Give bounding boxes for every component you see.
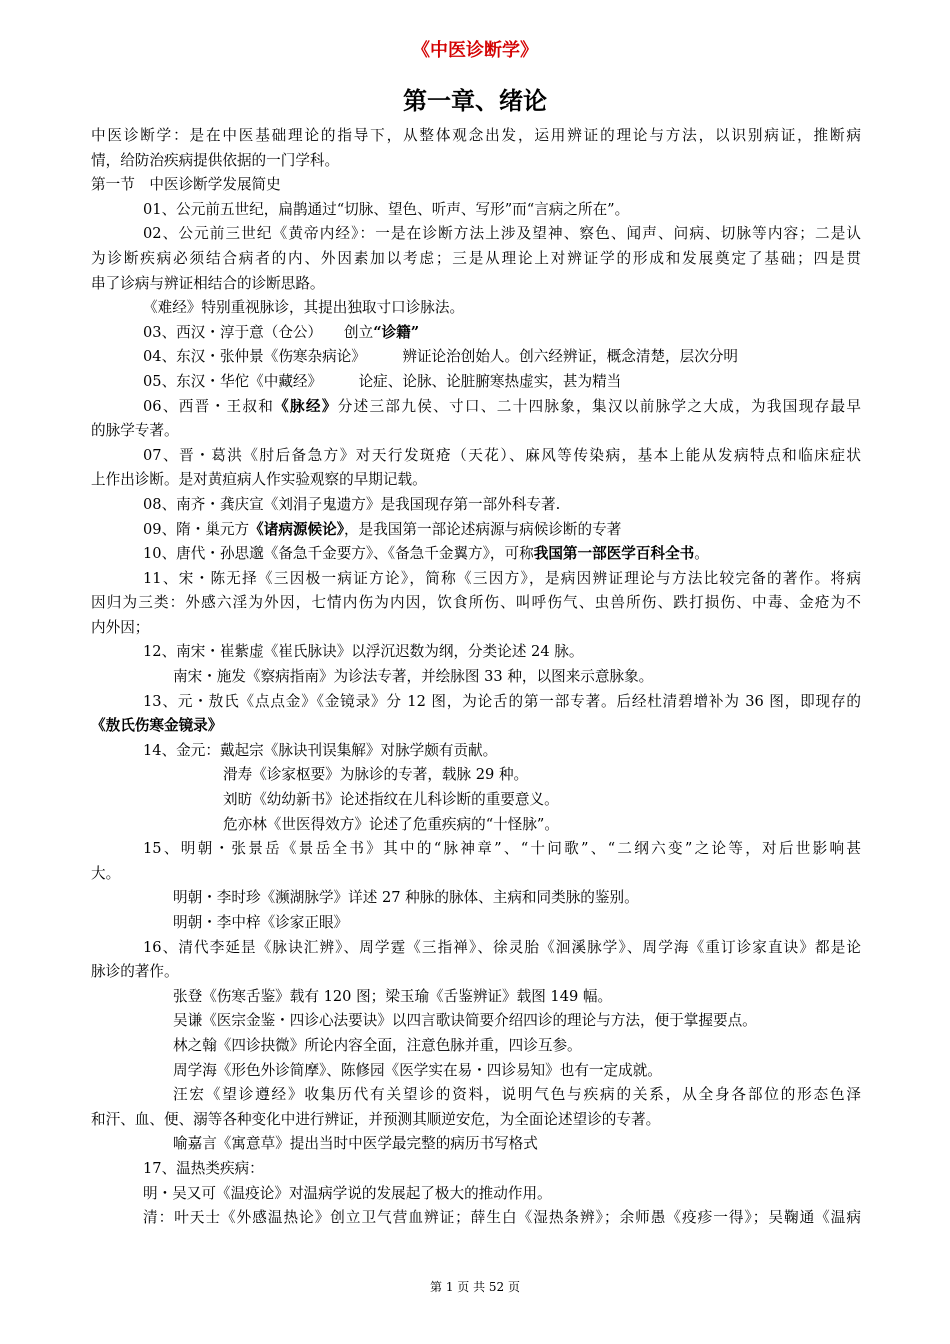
text-line xyxy=(91,518,861,543)
text-segment: 12、南宋・崔紫虚《崔氏脉诀》以浮沉迟数为纲，分类论述 24 脉。 xyxy=(143,643,584,661)
text-line xyxy=(91,886,861,911)
text-segment: 脉诊的著作。 xyxy=(91,963,179,981)
text-line xyxy=(91,124,861,149)
text-segment: 中医诊断学：是在中医基础理论的指导下，从整体观念出发，运用辨证的理论与方法，以识别病证，推断病 xyxy=(91,127,861,144)
text-line xyxy=(91,321,861,346)
bold-text: 《敖氏伤寒金镜录》 xyxy=(91,717,223,735)
text-line xyxy=(91,591,861,616)
page-footer: 第 1 页 共 52 页 xyxy=(430,1280,520,1294)
text-segment: 林之翰《四诊抉微》所论内容全面，注意色脉并重，四诊互参。 xyxy=(173,1036,582,1054)
text-segment: 汪宏《望诊遵经》收集历代有关望诊的资料，说明气色与疾病的关系，从全身各部位的形态色泽 xyxy=(173,1086,861,1104)
text-segment: 吴谦《医宗金鉴・四诊心法要诀》以四言歌诀简要介绍四诊的理论与方法，便于掌握要点。 xyxy=(173,1012,757,1030)
text-line xyxy=(91,149,861,174)
text-segment: 06、西晋・王叔和 xyxy=(143,397,275,415)
text-segment: 17、温热类疾病： xyxy=(143,1159,264,1177)
text-line xyxy=(91,1009,861,1034)
text-line xyxy=(91,813,861,838)
chapter-title: 第一章、绪论 xyxy=(403,87,547,115)
text-segment: 张登《伤寒舌鉴》载有 120 图；梁玉瑜《舌鉴辨证》载图 149 幅。 xyxy=(173,987,613,1005)
text-line xyxy=(91,247,861,272)
text-line xyxy=(91,1206,861,1231)
text-segment: 情，给防治疾病提供依据的一门学科。 xyxy=(91,151,340,169)
text-line xyxy=(91,296,861,321)
text-segment: 13、元・敖氏《点点金》《金镜录》分 12 图，为论舌的第一部专著。后经杜清碧增补为 36 图，即现存的 xyxy=(143,692,861,710)
text-line xyxy=(91,616,861,641)
text-line xyxy=(91,1182,861,1207)
text-line xyxy=(91,272,861,297)
text-segment: 因归为三类：外感六淫为外因，七情内伤为内因，饮食所伤、叫呼伤气、虫兽所伤、跌打损伤、中毒、金疮为不 xyxy=(91,594,861,612)
text-segment: 02、公元前三世纪《黄帝内经》：一是在诊断方法上涉及望神、察色、闻声、问病、切脉等内容；二是认 xyxy=(143,225,861,243)
text-segment: 明朝・李时珍《濒湖脉学》详述 27 种脉的脉体、主病和同类脉的鉴别。 xyxy=(173,889,639,907)
text-segment: 05、东汉・华佗《中藏经》 论症、论脉、论脏腑寒热虚实，甚为精当 xyxy=(143,372,622,390)
text-segment: 危亦林《世医得效方》论述了危重疾病的“十怪脉”。 xyxy=(223,815,559,833)
text-segment: 分述三部九侯、寸口、二十四脉象，集汉以前脉学之大成，为我国现存最早 xyxy=(337,397,861,415)
text-line xyxy=(91,370,861,395)
document-title: 《中医诊断学》 xyxy=(412,40,538,61)
text-segment: 为诊断疾病必须结合病者的内、外因素加以考虑；三是从理论上对辨证学的形成和发展奠定了基础；四是贯 xyxy=(91,249,861,267)
text-segment: 清：叶天士《外感温热论》创立卫气营血辨证；薛生白《湿热条辨》；余师愚《疫疹一得》；吴鞠通《温病 xyxy=(143,1209,861,1227)
text-line xyxy=(91,911,861,936)
bold-text: 我国第一部医学百科全书 xyxy=(533,545,695,563)
text-line xyxy=(91,542,861,567)
text-line xyxy=(91,419,861,444)
text-line xyxy=(91,763,861,788)
text-segment: 09、隋・巢元方 xyxy=(143,520,250,538)
bold-text: 《诸病源候论》 xyxy=(249,520,344,538)
text-line xyxy=(91,173,861,198)
bold-text: “诊籍” xyxy=(373,323,420,341)
text-segment: 喻嘉言《寓意草》提出当时中医学最完整的病历书写格式 xyxy=(173,1135,538,1153)
text-segment: 周学海《形色外诊简摩》、陈修园《医学实在易・四诊易知》也有一定成就。 xyxy=(173,1061,662,1079)
text-segment: 大。 xyxy=(91,864,121,882)
text-segment: 10、唐代・孙思邈《备急千金要方》、《备急千金翼方》，可称 xyxy=(143,545,534,563)
text-line xyxy=(91,936,861,961)
text-segment: 刘昉《幼幼新书》论述指纹在儿科诊断的重要意义。 xyxy=(223,791,559,809)
text-line xyxy=(91,640,861,665)
text-line xyxy=(91,960,861,985)
text-line xyxy=(91,444,861,469)
text-line xyxy=(91,739,861,764)
text-line xyxy=(91,493,861,518)
text-line xyxy=(91,222,861,247)
text-segment: 第一节 中医诊断学发展简史 xyxy=(91,176,281,194)
text-line xyxy=(91,395,861,420)
text-segment: 滑寿《诊家枢要》为脉诊的专著，载脉 29 种。 xyxy=(223,766,529,784)
text-line xyxy=(91,985,861,1010)
text-segment: 04、东汉・张仲景《伤寒杂病论》 辨证论治创始人。创六经辨证，概念清楚，层次分明 xyxy=(143,348,739,366)
text-segment: 南宋・施发《察病指南》为诊法专著，并绘脉图 33 种，以图来示意脉象。 xyxy=(173,668,654,686)
text-segment: ，是我国第一部论述病源与病候诊断的专著 xyxy=(344,520,622,538)
text-line xyxy=(91,862,861,887)
text-line xyxy=(91,714,861,739)
document-body xyxy=(91,124,861,1231)
text-segment: 16、清代李延昰《脉诀汇辨》、周学霆《三指禅》、徐灵胎《洄溪脉学》、周学海《重订诊家直诀》都是论 xyxy=(143,938,861,956)
text-line xyxy=(91,198,861,223)
text-line xyxy=(91,567,861,592)
text-line xyxy=(91,690,861,715)
text-segment: 内外因； xyxy=(91,618,150,636)
text-line xyxy=(91,837,861,862)
text-segment: 的脉学专著。 xyxy=(91,422,179,440)
text-line xyxy=(91,665,861,690)
text-segment: 。 xyxy=(694,545,709,563)
text-segment: 明・吴又可《温疫论》对温病学说的发展起了极大的推动作用。 xyxy=(143,1184,552,1202)
text-segment: 串了诊病与辨证相结合的诊断思路。 xyxy=(91,274,325,292)
text-line xyxy=(91,468,861,493)
text-line xyxy=(91,1108,861,1133)
text-segment: 14、金元：戴起宗《脉诀刊误集解》对脉学颇有贡献。 xyxy=(143,741,498,759)
text-line xyxy=(91,1083,861,1108)
text-segment: 07、晋・葛洪《肘后备急方》对天行发斑疮（天花）、麻风等传染病，基本上能从发病特点和临床症状 xyxy=(143,446,861,464)
text-segment: 上作出诊断。是对黄疸病人作实验观察的早期记载。 xyxy=(91,471,427,489)
text-line xyxy=(91,1157,861,1182)
text-segment: 和汗、血、便、溺等各种变化中进行辨证，并预测其顺逆安危，为全面论述望诊的专著。 xyxy=(91,1110,661,1128)
text-line xyxy=(91,788,861,813)
text-line xyxy=(91,1132,861,1157)
text-segment: 《难经》特别重视脉诊，其提出独取寸口诊脉法。 xyxy=(143,299,465,317)
text-line xyxy=(91,1034,861,1059)
text-segment: 08、南齐・龚庆宣《刘涓子鬼遗方》是我国现存第一部外科专著. xyxy=(143,495,561,513)
text-segment: 15、明朝・张景岳《景岳全书》其中的“脉神章”、“十问歌”、“二纲六变”之论等，对后世影响甚 xyxy=(143,840,861,858)
text-segment: 明朝・李中梓《诊家正眼》 xyxy=(173,914,349,931)
text-segment: 11、宋・陈无择《三因极一病证方论》，简称《三因方》，是病因辨证理论与方法比较完备的著作。将病 xyxy=(143,569,861,587)
text-segment: 01、公元前五世纪，扁鹊通过“切脉、望色、听声、写形”而“言病之所在”。 xyxy=(143,200,630,218)
text-line xyxy=(91,1059,861,1084)
bold-text: 《脉经》 xyxy=(274,397,338,415)
text-segment: 03、西汉・淳于意（仓公） 创立 xyxy=(143,323,374,341)
text-line xyxy=(91,345,861,370)
